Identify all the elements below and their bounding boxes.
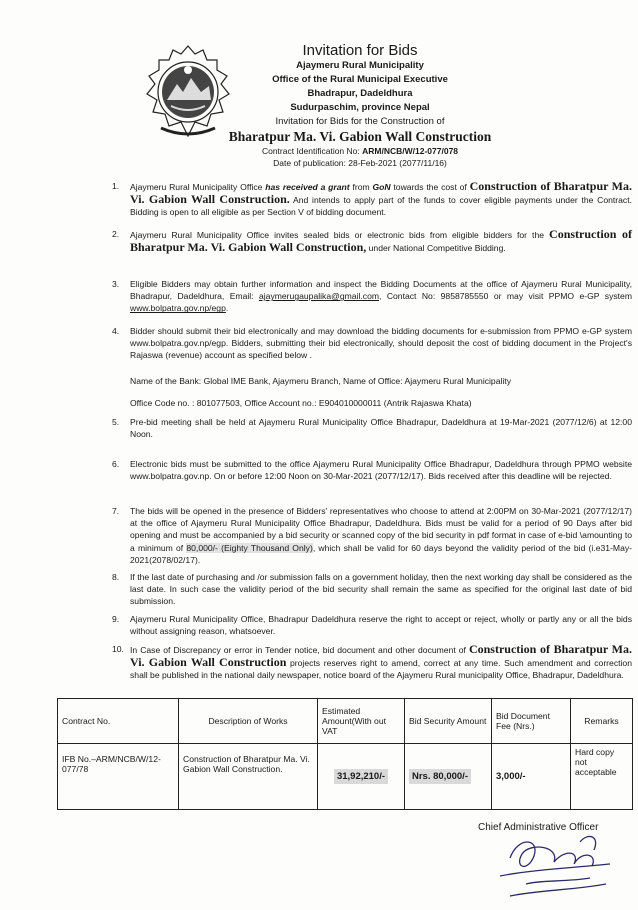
item-text: Bidder should submit their bid electronically and may download the bidding documents for e-submission from PPMO e-GP system www.bolpatra.gov.np/egp. Bidders, submitting their bid electronically, should deposit the cost of bidding document in the Project's Rajaswa (revenue) account as specified below .	[130, 326, 632, 361]
list-item-6	[112, 458, 632, 482]
item-emphasis: GoN	[372, 182, 391, 192]
item-text: Electronic bids must be submitted to the office Ajaymeru Rural Municipality Office Bhadrapur, Dadeldhura through PPMO website www.bolpatra.gov.np. On or before 12:00 Noon on 30-Mar-2021 (2077/12/17). Bids received after this deadline will be rejected.	[130, 459, 632, 482]
list-item-5	[112, 416, 632, 440]
list-item-10	[112, 643, 632, 682]
table-row	[58, 744, 633, 810]
bank-line: Name of the Bank: Global IME Bank, Ajaymeru Branch, Name of Office: Ajaymeru Rural Municipality	[130, 376, 511, 386]
publication-date: Date of publication: 28-Feb-2021 (2077/11/16)	[273, 158, 447, 168]
list-item-9	[112, 613, 632, 637]
item-number: 7.	[112, 506, 120, 516]
item-text: In Case of Discrepancy or error in Tender notice, bid document and other document of	[130, 645, 469, 655]
bid-table	[57, 698, 633, 810]
table-cell: 3,000/-	[492, 744, 571, 810]
list-item-1	[112, 180, 632, 219]
page-title: Invitation for Bids	[302, 42, 418, 59]
list-item-8	[112, 571, 632, 608]
table-header-cell: Bid Document Fee (Nrs.)	[492, 699, 571, 744]
item-number: 6.	[112, 459, 120, 469]
table-header-row	[58, 699, 633, 744]
project-name: Construction of Bharatpur Ma. Vi. Gabion Wall Construction	[130, 642, 632, 670]
item-number: 4.	[112, 326, 120, 336]
contract-id: ARM/NCB/W/12-077/078	[362, 146, 459, 156]
table-header-cell: Contract No.	[58, 699, 179, 744]
table-cell	[405, 744, 492, 810]
table-cell	[318, 744, 405, 810]
list-item-4	[112, 325, 632, 362]
item-text: Ajaymeru Rural Municipality Office invites sealed bids or electronic bids from eligible bidders for the	[130, 230, 550, 240]
amount-value: 31,92,210/-	[334, 769, 388, 784]
item-emphasis: has received a grant	[265, 182, 350, 192]
item-text: under National Competitive Bidding.	[366, 243, 506, 254]
province-name: Sudurpaschim, province Nepal	[290, 102, 430, 113]
item-text: , which shall be valid for 60 days beyond the validity period of the bid (i.e31-May-2021(2078/02/17).	[130, 542, 633, 565]
office-name: Office of the Rural Municipal Executive	[272, 74, 448, 85]
item-number: 2.	[112, 229, 120, 239]
item-text: from	[349, 182, 373, 192]
signature-block	[430, 818, 630, 908]
item-text: towards the cost of	[390, 182, 470, 192]
website-link[interactable]: www.bolpatra.gov.np/egp	[130, 303, 226, 314]
item-text: Pre-bid meeting shall be held at Ajaymeru Rural Municipality Office Bhadrapur, Dadeldhura at 19-Mar-2021 (2077/12/6) at 12:00 Noon.	[130, 417, 632, 440]
org-name: Ajaymeru Rural Municipality	[296, 60, 424, 71]
contract-id-label: Contract Identification No:	[261, 146, 360, 156]
project-title: Bharatpur Ma. Vi. Gabion Wall Construction	[228, 129, 492, 144]
list-item-2	[112, 228, 632, 254]
table-cell: Hard copy not acceptable	[571, 744, 633, 810]
list-item-7	[112, 505, 632, 566]
office-code-line: Office Code no. : 801077503, Office Account no.: E904010000011 (Antrik Rajaswa Khata)	[130, 398, 472, 408]
item-text: .	[225, 303, 229, 314]
item-text: projects reserves right to amend, correct at any time. Such amendment and correction shall be published in the national daily newspaper, notice board of the Ajaymeru Rural municipality Office, Bhadrapur, Dadeldhura.	[130, 658, 632, 681]
table-header-cell: Bid Security Amount	[405, 699, 492, 744]
contract-id-line	[150, 146, 570, 156]
table-cell: IFB No.–ARM/NCB/W/12-077/78	[58, 744, 179, 810]
bid-security-highlight: 80,000/- (Eighty Thousand Only)	[186, 542, 313, 553]
signatory-title: Chief Administrative Officer	[478, 822, 599, 833]
item-text: Ajaymeru Rural Municipality Office, Bhadrapur Dadeldhura reserve the right to accept or reject, wholly or partly any or all the bids without assigning reason, whatsoever.	[130, 614, 632, 637]
item-text: The bids will be opened in the presence of Bidders' representatives who choose to attend at 2:00PM on 30-Mar-2021 (2077/12/17) at the office of Ajaymeru Rural Municipality Office Bhadrapur, Dadeldhura. Bids must be valid for a period of 90 Days after bid opening and must be accompanied by a bid security or scanned copy of the bid security in pdf format in case of e-bid \amounting to a minimum of	[130, 506, 632, 553]
project-name: Construction of Bharatpur Ma. Vi. Gabion Wall Construction.	[130, 179, 633, 207]
item-number: 9.	[112, 614, 120, 624]
item-number: 8.	[112, 572, 120, 582]
item-text: , Contact No: 9858785550 or may visit PPMO e-GP system	[379, 291, 633, 302]
invitation-line: Invitation for Bids for the Construction of	[275, 116, 445, 127]
item-text: And intends to apply part of the funds to cover eligible payments under the Contract. Bidding is open to all eligible as per Section V of bidding document.	[130, 195, 632, 218]
item-number: 3.	[112, 279, 120, 289]
table-header-cell: Estimated Amount(With out VAT	[318, 699, 405, 744]
security-value: Nrs. 80,000/-	[409, 769, 471, 784]
table-header-cell: Remarks	[571, 699, 633, 744]
handwritten-signature-icon	[470, 828, 630, 906]
item-text: Eligible Bidders may obtain further information and inspect the Bidding Documents at the office of Ajaymeru Rural Municipality, Bhadrapur, Dadeldhura, Email:	[130, 279, 632, 302]
item-text: If the last date of purchasing and /or submission falls on a government holiday, then the next working day shall be considered as the last date. In such case the validity period of the bid security shall remain the same as specified for the original last date of bid submission.	[130, 572, 632, 607]
project-name: Construction of Bharatpur Ma. Vi. Gabion Wall Construction,	[130, 227, 632, 255]
list-item-3	[112, 278, 632, 315]
item-number: 5.	[112, 417, 120, 427]
email-link[interactable]: ajaymerugaupalika@gmail.com	[258, 291, 380, 302]
office-location: Bhadrapur, Dadeldhura	[307, 88, 413, 99]
table-cell: Construction of Bharatpur Ma. Vi. Gabion Wall Construction.	[179, 744, 318, 810]
table-header-cell: Description of Works	[179, 699, 318, 744]
item-number: 1.	[112, 181, 120, 191]
item-number: 10.	[112, 644, 124, 654]
item-text: Ajaymeru Rural Municipality Office	[130, 182, 266, 192]
